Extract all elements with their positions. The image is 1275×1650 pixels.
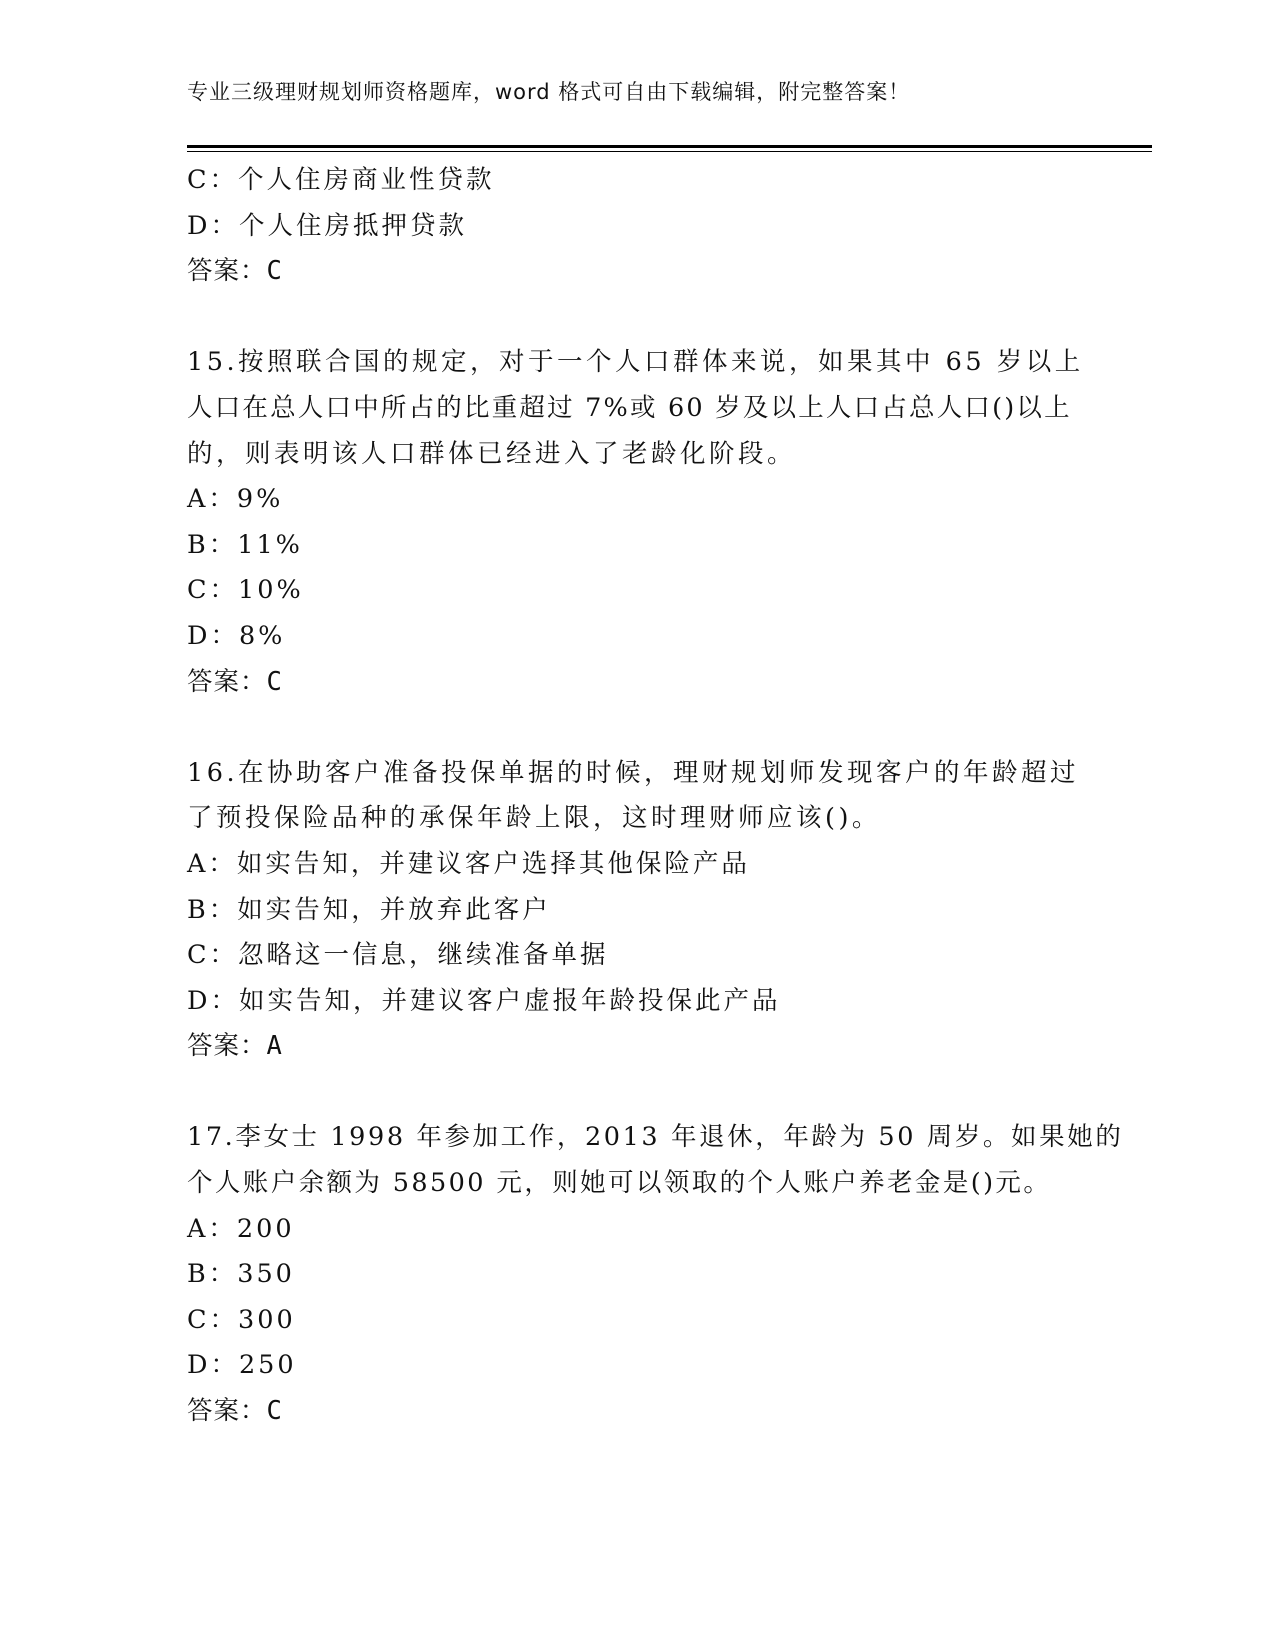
stem-line: 了预投保险品种的承保年龄上限，这时理财师应该()。 (187, 803, 881, 834)
answer-value: A (266, 1031, 282, 1062)
question-stem (187, 751, 1087, 842)
prev-question-tail (187, 158, 1087, 295)
answer-line (187, 249, 1087, 295)
answer-label: 答案： (187, 256, 267, 287)
option: D：如实告知，并建议客户虚报年龄投保此产品 (187, 985, 781, 1016)
question-17 (187, 1115, 1124, 1434)
stem-line: 16.在协助客户准备投保单据的时候，理财规划师发现客户的年龄超过 (187, 757, 1080, 788)
answer-value: C (266, 666, 282, 697)
option: B：11% (187, 529, 303, 560)
question-16 (187, 751, 1087, 1070)
option: A：200 (187, 1213, 295, 1244)
stem-line: 17.李女士 1998 年参加工作，2013 年退休，年龄为 50 周岁。如果她的 (187, 1122, 1124, 1153)
option: A：9% (187, 484, 284, 515)
question-stem (187, 340, 1087, 477)
page-header: 专业三级理财规划师资格题库，word 格式可自由下载编辑，附完整答案！ (187, 80, 911, 104)
answer-label: 答案： (187, 1031, 267, 1062)
stem-line: 的，则表明该人口群体已经进入了老龄化阶段。 (187, 438, 797, 469)
stem-line: 15.按照联合国的规定，对于一个人口群体来说，如果其中 65 岁以上 (187, 347, 1084, 378)
option: D：250 (187, 1350, 297, 1381)
answer-label: 答案： (187, 1396, 267, 1427)
stem-line: 个人账户余额为 58500 元，则她可以领取的个人账户养老金是()元。 (187, 1168, 1052, 1199)
question-stem (187, 1115, 1124, 1206)
document-body (187, 158, 1124, 1435)
option: B：如实告知，并放弃此客户 (187, 894, 551, 925)
option: D：个人住房抵押贷款 (187, 210, 467, 241)
option: A：如实告知，并建议客户选择其他保险产品 (187, 848, 750, 879)
answer-value: C (266, 256, 282, 287)
header-rule-thin (187, 151, 1152, 152)
question-15 (187, 340, 1087, 705)
answer-value: C (266, 1396, 282, 1427)
answer-label: 答案： (187, 666, 267, 697)
stem-line: 人口在总人口中所占的比重超过 7%或 60 岁及以上人口占总人口()以上 (187, 392, 1072, 423)
header-rule-thick (187, 145, 1152, 148)
option: C：300 (187, 1304, 296, 1335)
option: C：10% (187, 575, 304, 606)
option: D：8% (187, 620, 286, 651)
option: B：350 (187, 1259, 295, 1290)
option: C：忽略这一信息，继续准备单据 (187, 940, 609, 971)
answer-line (187, 1024, 1087, 1070)
answer-line (187, 660, 1087, 706)
answer-line (187, 1389, 1087, 1435)
option: C：个人住房商业性贷款 (187, 165, 495, 195)
